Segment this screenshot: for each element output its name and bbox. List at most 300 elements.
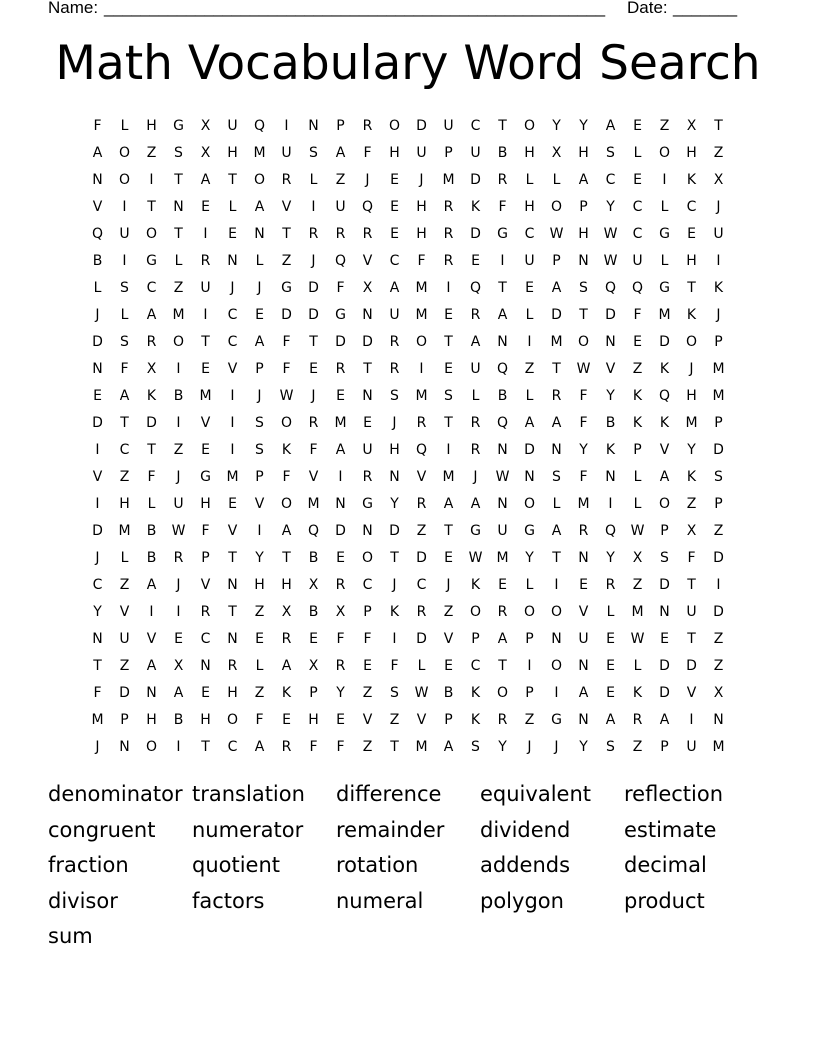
grid-letter[interactable]: K (686, 307, 697, 323)
grid-letter[interactable]: K (470, 712, 481, 728)
grid-letter[interactable]: Y (579, 442, 588, 458)
grid-letter[interactable]: L (660, 199, 669, 215)
grid-letter[interactable]: R (335, 658, 346, 674)
grid-letter[interactable]: N (227, 577, 238, 593)
grid-letter[interactable]: K (686, 172, 697, 188)
grid-letter[interactable]: C (524, 226, 535, 242)
grid-letter[interactable]: A (470, 334, 481, 350)
grid-letter[interactable]: I (122, 199, 127, 215)
grid-letter[interactable]: P (714, 334, 723, 350)
grid-letter[interactable]: T (498, 280, 507, 296)
grid-letter[interactable]: F (363, 145, 372, 161)
grid-letter[interactable]: J (95, 739, 100, 755)
grid-letter[interactable]: L (120, 118, 129, 134)
grid-letter[interactable]: K (281, 685, 292, 701)
grid-letter[interactable]: I (554, 577, 559, 593)
grid-letter[interactable]: P (525, 631, 534, 647)
grid-letter[interactable]: T (552, 550, 561, 566)
grid-letter[interactable]: K (713, 280, 724, 296)
grid-letter[interactable]: V (416, 712, 427, 728)
grid-letter[interactable]: K (389, 604, 400, 620)
grid-letter[interactable]: D (659, 334, 670, 350)
grid-letter[interactable]: C (227, 334, 238, 350)
grid-letter[interactable]: S (120, 334, 129, 350)
grid-letter[interactable]: U (173, 496, 184, 512)
grid-letter[interactable]: I (716, 253, 721, 269)
grid-letter[interactable]: L (120, 550, 129, 566)
grid-letter[interactable]: W (171, 523, 186, 539)
grid-letter[interactable]: C (146, 280, 157, 296)
grid-letter[interactable]: K (632, 685, 643, 701)
grid-letter[interactable]: F (282, 361, 291, 377)
grid-letter[interactable]: Y (606, 550, 615, 566)
grid-letter[interactable]: M (199, 388, 212, 404)
grid-letter[interactable]: I (608, 496, 613, 512)
grid-letter[interactable]: F (579, 388, 588, 404)
grid-letter[interactable]: M (712, 388, 725, 404)
grid-letter[interactable]: L (147, 496, 156, 512)
grid-letter[interactable]: E (174, 631, 183, 647)
grid-letter[interactable]: I (176, 739, 181, 755)
grid-letter[interactable]: O (172, 334, 185, 350)
grid-letter[interactable]: P (714, 496, 723, 512)
grid-letter[interactable]: X (713, 172, 724, 188)
grid-letter[interactable]: T (552, 361, 561, 377)
grid-letter[interactable]: P (444, 145, 453, 161)
grid-letter[interactable]: U (281, 145, 292, 161)
grid-letter[interactable]: L (525, 307, 534, 323)
grid-letter[interactable]: J (392, 415, 397, 431)
grid-letter[interactable]: U (119, 631, 130, 647)
grid-letter[interactable]: D (146, 415, 157, 431)
grid-letter[interactable]: F (336, 631, 345, 647)
grid-letter[interactable]: E (390, 199, 399, 215)
grid-letter[interactable]: N (92, 172, 103, 188)
grid-letter[interactable]: D (713, 604, 724, 620)
grid-letter[interactable]: L (525, 577, 534, 593)
grid-letter[interactable]: D (362, 334, 373, 350)
grid-letter[interactable]: T (714, 118, 723, 134)
grid-letter[interactable]: C (92, 577, 103, 593)
grid-letter[interactable]: U (200, 280, 211, 296)
grid-letter[interactable]: I (203, 307, 208, 323)
grid-letter[interactable]: F (309, 442, 318, 458)
grid-letter[interactable]: F (120, 361, 129, 377)
grid-letter[interactable]: T (309, 334, 318, 350)
grid-letter[interactable]: Y (687, 442, 696, 458)
grid-letter[interactable]: T (282, 550, 291, 566)
grid-letter[interactable]: O (685, 334, 698, 350)
grid-letter[interactable]: M (496, 550, 509, 566)
grid-letter[interactable]: H (281, 577, 292, 593)
grid-letter[interactable]: O (145, 226, 158, 242)
grid-letter[interactable]: T (687, 631, 696, 647)
grid-letter[interactable]: M (550, 334, 563, 350)
grid-letter[interactable]: V (281, 199, 292, 215)
grid-letter[interactable]: L (660, 253, 669, 269)
grid-letter[interactable]: G (173, 118, 184, 134)
grid-letter[interactable]: C (362, 577, 373, 593)
grid-letter[interactable]: E (444, 361, 453, 377)
grid-letter[interactable]: I (527, 658, 532, 674)
grid-letter[interactable]: T (93, 658, 102, 674)
grid-letter[interactable]: T (147, 199, 156, 215)
grid-letter[interactable]: O (145, 739, 158, 755)
grid-letter[interactable]: F (282, 334, 291, 350)
grid-letter[interactable]: D (308, 307, 319, 323)
grid-letter[interactable]: F (336, 739, 345, 755)
grid-letter[interactable]: X (686, 118, 697, 134)
grid-letter[interactable]: E (201, 685, 210, 701)
grid-letter[interactable]: L (552, 172, 561, 188)
grid-letter[interactable]: R (335, 226, 346, 242)
grid-letter[interactable]: F (93, 685, 102, 701)
grid-letter[interactable]: W (279, 388, 294, 404)
grid-letter[interactable]: P (660, 739, 669, 755)
grid-letter[interactable]: R (497, 712, 508, 728)
grid-letter[interactable]: E (309, 631, 318, 647)
grid-letter[interactable]: N (605, 469, 616, 485)
grid-letter[interactable]: Z (389, 712, 400, 728)
grid-letter[interactable]: E (336, 712, 345, 728)
grid-letter[interactable]: E (255, 307, 264, 323)
grid-letter[interactable]: V (362, 253, 373, 269)
grid-letter[interactable]: K (281, 442, 292, 458)
grid-letter[interactable]: O (496, 685, 509, 701)
grid-letter[interactable]: I (230, 442, 235, 458)
grid-letter[interactable]: I (230, 388, 235, 404)
grid-letter[interactable]: J (95, 550, 100, 566)
grid-letter[interactable]: Z (119, 577, 130, 593)
grid-letter[interactable]: T (579, 307, 588, 323)
grid-letter[interactable]: B (173, 388, 184, 404)
grid-letter[interactable]: R (362, 226, 373, 242)
grid-letter[interactable]: Z (713, 631, 724, 647)
grid-letter[interactable]: E (255, 631, 264, 647)
grid-letter[interactable]: U (416, 145, 427, 161)
grid-letter[interactable]: D (659, 685, 670, 701)
grid-letter[interactable]: X (281, 604, 292, 620)
grid-letter[interactable]: A (524, 415, 535, 431)
grid-letter[interactable]: K (659, 361, 670, 377)
grid-letter[interactable]: T (498, 658, 507, 674)
grid-letter[interactable]: I (446, 280, 451, 296)
grid-letter[interactable]: C (470, 658, 481, 674)
grid-letter[interactable]: Z (524, 712, 535, 728)
grid-letter[interactable]: A (146, 658, 157, 674)
grid-letter[interactable]: E (579, 577, 588, 593)
grid-letter[interactable]: E (633, 172, 642, 188)
grid-letter[interactable]: J (446, 577, 451, 593)
grid-letter[interactable]: V (659, 442, 670, 458)
grid-letter[interactable]: S (255, 415, 264, 431)
grid-letter[interactable]: W (576, 361, 591, 377)
grid-letter[interactable]: R (443, 199, 454, 215)
grid-letter[interactable]: J (311, 253, 316, 269)
grid-letter[interactable]: I (716, 577, 721, 593)
grid-letter[interactable]: U (524, 253, 535, 269)
grid-letter[interactable]: Q (361, 199, 374, 215)
grid-letter[interactable]: B (308, 604, 319, 620)
grid-letter[interactable]: D (659, 577, 670, 593)
grid-letter[interactable]: Q (91, 226, 104, 242)
grid-letter[interactable]: I (527, 334, 532, 350)
grid-letter[interactable]: T (687, 280, 696, 296)
grid-letter[interactable]: I (554, 685, 559, 701)
grid-letter[interactable]: G (146, 253, 157, 269)
grid-letter[interactable]: R (281, 172, 292, 188)
grid-letter[interactable]: I (176, 415, 181, 431)
grid-letter[interactable]: Z (713, 145, 724, 161)
grid-letter[interactable]: I (95, 442, 100, 458)
grid-letter[interactable]: T (444, 415, 453, 431)
grid-letter[interactable]: O (226, 712, 239, 728)
grid-letter[interactable]: Z (443, 604, 454, 620)
grid-letter[interactable]: O (658, 145, 671, 161)
grid-letter[interactable]: J (365, 172, 370, 188)
grid-letter[interactable]: U (470, 145, 481, 161)
grid-letter[interactable]: E (201, 361, 210, 377)
grid-letter[interactable]: L (525, 172, 534, 188)
grid-letter[interactable]: A (254, 334, 265, 350)
grid-letter[interactable]: N (551, 631, 562, 647)
grid-letter[interactable]: L (633, 496, 642, 512)
grid-letter[interactable]: V (200, 415, 211, 431)
grid-letter[interactable]: Y (390, 496, 399, 512)
grid-letter[interactable]: U (389, 307, 400, 323)
grid-letter[interactable]: H (119, 496, 130, 512)
grid-letter[interactable]: C (227, 739, 238, 755)
grid-letter[interactable]: U (713, 226, 724, 242)
grid-letter[interactable]: D (416, 118, 427, 134)
grid-letter[interactable]: B (497, 388, 508, 404)
grid-letter[interactable]: Z (632, 577, 643, 593)
grid-letter[interactable]: D (470, 226, 481, 242)
grid-letter[interactable]: A (497, 307, 508, 323)
grid-letter[interactable]: K (470, 577, 481, 593)
grid-letter[interactable]: C (686, 199, 697, 215)
grid-letter[interactable]: Z (362, 739, 373, 755)
grid-letter[interactable]: F (417, 253, 426, 269)
grid-letter[interactable]: N (497, 442, 508, 458)
grid-letter[interactable]: E (282, 712, 291, 728)
grid-letter[interactable]: E (606, 631, 615, 647)
grid-letter[interactable]: N (578, 550, 589, 566)
grid-letter[interactable]: I (122, 253, 127, 269)
grid-letter[interactable]: D (335, 334, 346, 350)
grid-letter[interactable]: I (419, 361, 424, 377)
grid-letter[interactable]: O (658, 496, 671, 512)
grid-letter[interactable]: H (146, 118, 157, 134)
grid-letter[interactable]: G (470, 523, 481, 539)
grid-letter[interactable]: N (578, 658, 589, 674)
grid-letter[interactable]: K (470, 685, 481, 701)
grid-letter[interactable]: L (417, 658, 426, 674)
grid-letter[interactable]: Z (173, 442, 184, 458)
grid-letter[interactable]: E (228, 496, 237, 512)
grid-letter[interactable]: I (446, 442, 451, 458)
grid-letter[interactable]: A (605, 712, 616, 728)
grid-letter[interactable]: R (416, 415, 427, 431)
grid-letter[interactable]: O (280, 415, 293, 431)
grid-letter[interactable]: L (309, 172, 318, 188)
grid-letter[interactable]: H (578, 226, 589, 242)
grid-letter[interactable]: L (120, 307, 129, 323)
grid-letter[interactable]: E (525, 280, 534, 296)
grid-letter[interactable]: E (363, 658, 372, 674)
grid-letter[interactable]: J (689, 361, 694, 377)
grid-letter[interactable]: F (309, 739, 318, 755)
grid-letter[interactable]: R (335, 577, 346, 593)
grid-letter[interactable]: F (498, 199, 507, 215)
grid-letter[interactable]: R (389, 334, 400, 350)
grid-letter[interactable]: R (227, 658, 238, 674)
grid-letter[interactable]: N (92, 361, 103, 377)
grid-letter[interactable]: V (227, 361, 238, 377)
grid-letter[interactable]: K (632, 388, 643, 404)
grid-letter[interactable]: B (308, 550, 319, 566)
grid-letter[interactable]: Z (416, 523, 427, 539)
grid-letter[interactable]: R (416, 604, 427, 620)
grid-letter[interactable]: F (390, 658, 399, 674)
grid-letter[interactable]: P (525, 685, 534, 701)
grid-letter[interactable]: V (146, 631, 157, 647)
grid-letter[interactable]: E (606, 685, 615, 701)
grid-letter[interactable]: R (362, 118, 373, 134)
grid-letter[interactable]: I (176, 604, 181, 620)
grid-letter[interactable]: B (497, 145, 508, 161)
grid-letter[interactable]: K (470, 199, 481, 215)
grid-letter[interactable]: T (147, 442, 156, 458)
grid-letter[interactable]: Q (496, 361, 509, 377)
grid-letter[interactable]: M (442, 172, 455, 188)
grid-letter[interactable]: D (524, 442, 535, 458)
grid-letter[interactable]: P (201, 550, 210, 566)
grid-letter[interactable]: V (254, 496, 265, 512)
grid-letter[interactable]: X (335, 604, 346, 620)
grid-letter[interactable]: E (606, 658, 615, 674)
grid-letter[interactable]: O (550, 604, 563, 620)
grid-letter[interactable]: A (578, 172, 589, 188)
name-blank-line[interactable]: _______________________________________________________ (104, 0, 605, 17)
grid-letter[interactable]: O (550, 658, 563, 674)
grid-letter[interactable]: J (716, 307, 721, 323)
grid-letter[interactable]: D (605, 307, 616, 323)
grid-letter[interactable]: J (554, 739, 559, 755)
grid-letter[interactable]: Z (713, 523, 724, 539)
grid-letter[interactable]: O (523, 604, 536, 620)
grid-letter[interactable]: C (605, 172, 616, 188)
grid-letter[interactable]: O (118, 172, 131, 188)
grid-letter[interactable]: D (92, 415, 103, 431)
grid-letter[interactable]: L (174, 253, 183, 269)
grid-letter[interactable]: K (605, 442, 616, 458)
grid-letter[interactable]: R (362, 469, 373, 485)
grid-letter[interactable]: O (550, 199, 563, 215)
grid-letter[interactable]: X (686, 523, 697, 539)
grid-letter[interactable]: N (659, 604, 670, 620)
grid-letter[interactable]: Y (93, 604, 102, 620)
grid-letter[interactable]: D (92, 523, 103, 539)
grid-letter[interactable]: J (176, 469, 181, 485)
grid-letter[interactable]: G (659, 226, 670, 242)
grid-letter[interactable]: V (416, 469, 427, 485)
grid-letter[interactable]: F (336, 280, 345, 296)
grid-letter[interactable]: N (254, 226, 265, 242)
grid-letter[interactable]: J (230, 280, 235, 296)
grid-letter[interactable]: M (712, 739, 725, 755)
grid-letter[interactable]: H (308, 712, 319, 728)
grid-letter[interactable]: D (92, 334, 103, 350)
grid-letter[interactable]: I (230, 415, 235, 431)
grid-letter[interactable]: P (120, 712, 129, 728)
grid-letter[interactable]: T (687, 577, 696, 593)
grid-letter[interactable]: X (146, 361, 157, 377)
grid-letter[interactable]: S (444, 388, 453, 404)
grid-letter[interactable]: C (389, 253, 400, 269)
grid-letter[interactable]: E (363, 415, 372, 431)
grid-letter[interactable]: D (308, 280, 319, 296)
grid-letter[interactable]: R (389, 361, 400, 377)
grid-letter[interactable]: H (227, 685, 238, 701)
grid-letter[interactable]: R (497, 172, 508, 188)
grid-letter[interactable]: I (500, 253, 505, 269)
grid-letter[interactable]: J (176, 577, 181, 593)
grid-letter[interactable]: R (551, 388, 562, 404)
grid-letter[interactable]: Y (579, 739, 588, 755)
grid-letter[interactable]: P (444, 712, 453, 728)
grid-letter[interactable]: S (174, 145, 183, 161)
grid-letter[interactable]: D (713, 550, 724, 566)
grid-letter[interactable]: P (336, 118, 345, 134)
grid-letter[interactable]: W (630, 631, 645, 647)
grid-letter[interactable]: P (552, 253, 561, 269)
grid-letter[interactable]: T (282, 226, 291, 242)
grid-letter[interactable]: Q (631, 280, 644, 296)
grid-letter[interactable]: M (415, 307, 428, 323)
grid-letter[interactable]: Z (524, 361, 535, 377)
grid-letter[interactable]: N (389, 469, 400, 485)
grid-letter[interactable]: C (416, 577, 427, 593)
grid-letter[interactable]: Q (604, 523, 617, 539)
grid-letter[interactable]: L (525, 388, 534, 404)
grid-letter[interactable]: N (362, 307, 373, 323)
grid-letter[interactable]: I (176, 361, 181, 377)
grid-letter[interactable]: M (415, 739, 428, 755)
grid-letter[interactable]: B (605, 415, 616, 431)
grid-letter[interactable]: S (390, 685, 399, 701)
grid-letter[interactable]: N (92, 631, 103, 647)
grid-letter[interactable]: N (497, 496, 508, 512)
grid-letter[interactable]: Z (632, 739, 643, 755)
grid-letter[interactable]: A (281, 658, 292, 674)
grid-letter[interactable]: X (713, 685, 724, 701)
grid-letter[interactable]: N (173, 199, 184, 215)
grid-letter[interactable]: M (253, 145, 266, 161)
grid-letter[interactable]: A (551, 415, 562, 431)
grid-letter[interactable]: F (579, 469, 588, 485)
grid-letter[interactable]: T (201, 739, 210, 755)
grid-letter[interactable]: T (228, 172, 237, 188)
grid-letter[interactable]: O (118, 145, 131, 161)
grid-letter[interactable]: Y (525, 550, 534, 566)
grid-letter[interactable]: U (335, 199, 346, 215)
grid-letter[interactable]: I (284, 118, 289, 134)
grid-letter[interactable]: R (200, 604, 211, 620)
grid-letter[interactable]: V (200, 577, 211, 593)
grid-letter[interactable]: N (119, 739, 130, 755)
grid-letter[interactable]: I (338, 469, 343, 485)
